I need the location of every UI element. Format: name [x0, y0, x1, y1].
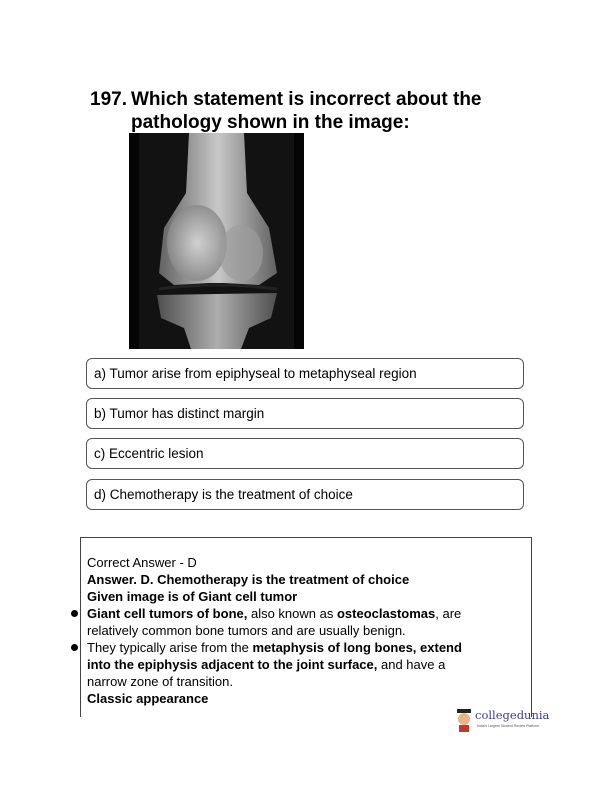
question-number: 197. [90, 89, 127, 110]
paragraph-1-line-2: relatively common bone tumors and are usually benign. [87, 623, 406, 638]
paragraph-2-line-2: into the epiphysis adjacent to the joint surface, and have a [87, 657, 446, 672]
paragraph-2-line-1: They typically arise from the metaphysis of long bones, extend [87, 640, 462, 655]
paragraph-2-line-3: narrow zone of transition. [87, 674, 233, 689]
option-a[interactable]: a) Tumor arise from epiphyseal to metaphyseal region [86, 358, 524, 389]
option-c[interactable]: c) Eccentric lesion [86, 438, 524, 469]
knee-xray-graphic [129, 133, 304, 349]
logo-tagline: India's Largest Student Review Platform [477, 724, 540, 728]
given-image-note: Given image is of Giant cell tumor [87, 589, 298, 604]
answer-heading: Answer. D. Chemotherapy is the treatment of choice [87, 572, 410, 587]
collegedunia-logo [455, 707, 559, 737]
bullet-2 [71, 644, 78, 651]
logo-text: collegedunia [475, 708, 550, 722]
student-mascot-icon [455, 709, 473, 733]
correct-answer: Correct Answer - D [87, 555, 197, 570]
classic-appearance: Classic appearance [87, 691, 209, 706]
knee-xray-image [129, 133, 304, 349]
bullet-1 [71, 610, 78, 617]
paragraph-1-line-1: Giant cell tumors of bone, also known as osteoclastomas, are [87, 606, 462, 621]
question-text: Which statement is incorrect about the pathology shown in the image: [131, 89, 482, 133]
option-b[interactable]: b) Tumor has distinct margin [86, 398, 524, 429]
option-d[interactable]: d) Chemotherapy is the treatment of choice [86, 479, 524, 510]
